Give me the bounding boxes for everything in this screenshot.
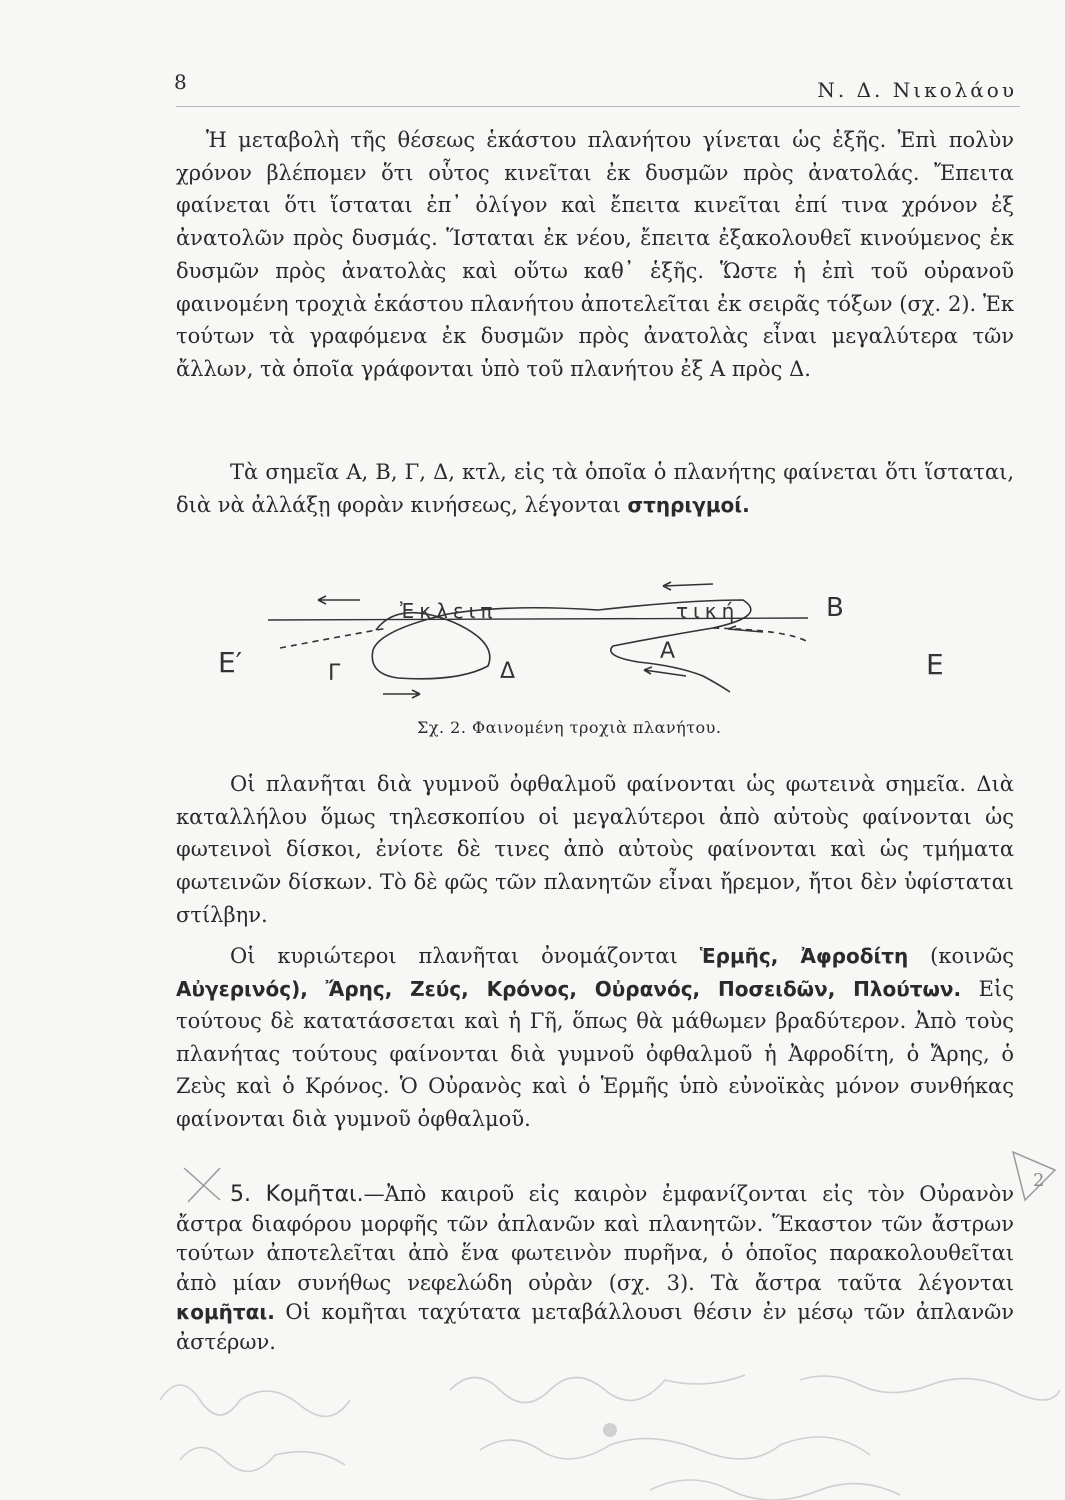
label-tiki: τική — [676, 599, 740, 623]
arrow-top-left — [318, 596, 360, 604]
margin-number: 2 — [1033, 1170, 1045, 1191]
margin-cross-mark — [176, 1160, 236, 1210]
paragraph-text: —Ἀπὸ καιροῦ εἰς καιρὸν ἐμφανίζονται εἰς τὸν Οὐρανὸν ἄστρα διαφόρου μορφῆς τῶν ἀπλανῶν καὶ πλανητῶν. Ἕκαστον τῶν ἄστρων τούτων ἀποτελεῖται ἀπὸ ἕνα φωτεινὸν πυρῆνα, ὁ ὁποῖος παρακολουθεῖται ἀπὸ μίαν συνήθως νεφελώδη οὐρὰν (σχ. 3). Τὰ ἄστρα ταῦτα λέγονται — [176, 1182, 1014, 1295]
term-kometai: κομῆται. — [176, 1300, 275, 1325]
pencil-handwriting — [150, 1360, 1065, 1500]
label-ekleip: Ἐκλειπ — [400, 599, 498, 623]
section-number: 5. — [230, 1182, 251, 1207]
paragraph-text: Εἰς τούτους δὲ κατατάσσεται καὶ ἡ Γῆ, ὅπως θὰ μάθωμεν βραδύτερον. Ἀπὸ τοὺς πλανήτας τούτους φαίνονται διὰ γυμνοῦ ὀφθαλμοῦ ἡ Ἀφροδίτη, ὁ Ἄρης, ὁ Ζεὺς καὶ ὁ Κρόνος. Ὁ Οὐρανὸς καὶ ὁ Ἑρμῆς ὑπὸ εὐνοϊκὰς μόνον συνθήκας φαίνονται διὰ γυμνοῦ ὀφθαλμοῦ. — [176, 976, 1014, 1131]
margin-pencil-mark — [1005, 1140, 1065, 1220]
figure-caption: Σχ. 2. Φαινομένη τροχιὰ πλανήτου. — [417, 718, 722, 737]
paragraph-text: Οἱ κυριώτεροι πλανῆται ὀνομάζονται — [230, 944, 678, 968]
figure-right-extension — [748, 570, 1008, 710]
orbit-left-dashed — [280, 628, 388, 648]
label-B: Β — [826, 593, 844, 623]
paragraph-comets — [176, 1180, 1014, 1358]
paragraph-text: Οἱ κομῆται ταχύτατα μεταβάλλουσι θέσιν ἐν μέσῳ τῶν ἀπλανῶν ἀστέρων. — [176, 1300, 1014, 1354]
page-number: 8 — [174, 70, 187, 94]
section-title: Κομῆται. — [265, 1182, 364, 1207]
apparent-orbit-figure — [208, 570, 844, 710]
term-stirigmoi: στηριγμοί. — [627, 492, 750, 517]
arrow-top-right — [663, 582, 713, 590]
paragraph-planet-appearance: Οἱ πλανῆται διὰ γυμνοῦ ὀφθαλμοῦ φαίνονται ὡς φωτεινὰ σημεῖα. Διὰ καταλλήλου ὅμως τηλεσκοπίου οἱ μεγαλύτεροι ἀπὸ αὐτοὺς φαίνονται ὡς φωτεινοὶ δίσκοι, ἐνίοτε δὲ τινες ἀπὸ αὐτοὺς φαίνονται καὶ ὡς τμήματα φωτεινῶν δίσκων. Τὸ δὲ φῶς τῶν πλανητῶν εἶναι ἤρεμον, ἤτοι δὲν ὑφίσταται στίλβην. — [176, 772, 1014, 927]
paragraph-planet-motion: Ἡ μεταβολὴ τῆς θέσεως ἑκάστου πλανήτου γίνεται ὡς ἑξῆς. Ἐπὶ πολὺν χρόνον βλέπομεν ὅτι οὗτος κινεῖται ἐκ δυσμῶν πρὸς ἀνατολάς. Ἔπειτα φαίνεται ὅτι ἵσταται ἐπ᾽ ὀλίγον καὶ ἔπειτα κινεῖται ἐπί τινα χρόνον ἐξ ἀνατολῶν πρὸς δυσμάς. Ἵσταται ἐκ νέου, ἔπειτα ἐξακολουθεῖ κινούμενος ἐκ δυσμῶν πρὸς ἀνατολὰς καὶ οὕτω καθ᾽ ἑξῆς. Ὥστε ἡ ἐπὶ τοῦ οὐρανοῦ φαινομένη τροχιὰ ἑκάστου πλανήτου ἀποτελεῖται ἐκ σειρᾶς τόξων (σχ. 2). Ἐκ τούτων τὰ γραφόμενα ἐκ δυσμῶν πρὸς ἀνατολὰς εἶναι μεγαλύτερα τῶν ἄλλων, τὰ ὁποῖα γράφονται ὑπὸ τοῦ πλανήτου ἐξ Α πρὸς Δ. — [176, 128, 1014, 381]
label-E: Ε — [926, 648, 944, 681]
planet-names-bold-1: Ἑρμῆς, Ἀφροδίτη — [699, 944, 909, 968]
label-A: Α — [660, 639, 676, 664]
label-D: Δ — [500, 659, 516, 684]
label-G: Γ — [328, 661, 341, 686]
planet-names-bold-2: Αὐγερινός), Ἄρης, Ζεύς, Κρόνος, Οὐρανός, Ποσειδῶν, Πλούτων. — [176, 976, 962, 1001]
label-E-prime: Ε′ — [218, 646, 243, 679]
paragraph-text: Τὰ σημεῖα Α, Β, Γ, Δ, κτλ, εἰς τὰ ὁποῖα ὁ πλανήτης φαίνεται ὅτι ἵσταται, διὰ νὰ ἀλλάξῃ φορὰν κινήσεως, λέγονται — [176, 460, 1014, 517]
paragraph-stationary-points — [176, 456, 1014, 521]
paragraph-text: (κοινῶς — [930, 944, 1015, 968]
arrow-bottom — [383, 690, 420, 698]
header-rule — [176, 106, 1020, 107]
paragraph-main-planets — [176, 940, 1014, 1135]
running-head: Ν. Δ. Νικολάου — [817, 78, 1017, 102]
